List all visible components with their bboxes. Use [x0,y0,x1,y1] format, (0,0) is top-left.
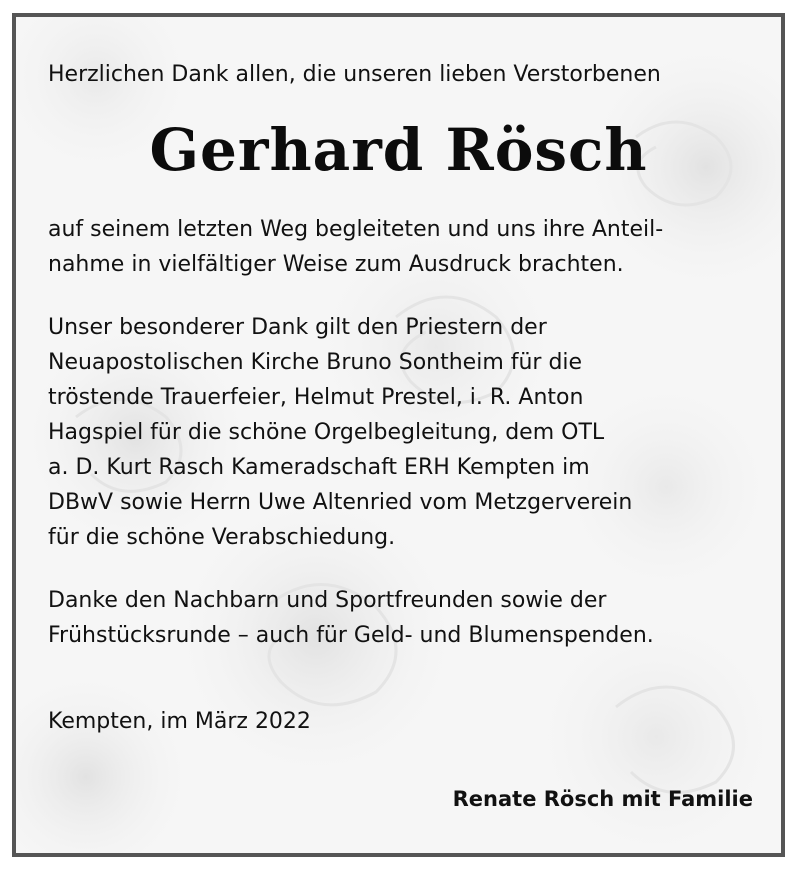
paragraph-1-line-2: nahme in vielfältiger Weise zum Ausdruck brachten. [48,252,624,277]
deceased-name: Gerhard Rösch [149,116,648,184]
intro-text: Herzlichen Dank allen, die unseren lieben Verstorbenen [48,62,661,87]
paragraph-3-line-2: Frühstücksrunde – auch für Geld- und Blumenspenden. [48,623,654,648]
paragraph-2-line-4: Hagspiel für die schöne Orgelbegleitung, dem OTL [48,420,605,445]
paragraph-1-line-1: auf seinem letzten Weg begleiteten und uns ihre Anteil- [48,217,664,242]
paragraph-2-line-5: a. D. Kurt Rasch Kameradschaft ERH Kempten im [48,455,590,480]
paragraph-2-line-2: Neuapostolischen Kirche Bruno Sontheim für die [48,350,583,375]
paragraph-2-line-3: tröstende Trauerfeier, Helmut Prestel, i. R. Anton [48,385,584,410]
notice-content [16,17,781,853]
signature: Renate Rösch mit Familie [452,787,753,811]
paragraph-2-line-6: DBwV sowie Herrn Uwe Altenried vom Metzgerverein [48,490,633,515]
paragraph-2-line-1: Unser besonderer Dank gilt den Priestern der [48,315,547,340]
paragraph-2-line-7: für die schöne Verabschiedung. [48,525,396,550]
paragraph-3-line-1: Danke den Nachbarn und Sportfreunden sowie der [48,588,607,613]
notice-frame [12,13,785,857]
place-date: Kempten, im März 2022 [48,709,311,734]
